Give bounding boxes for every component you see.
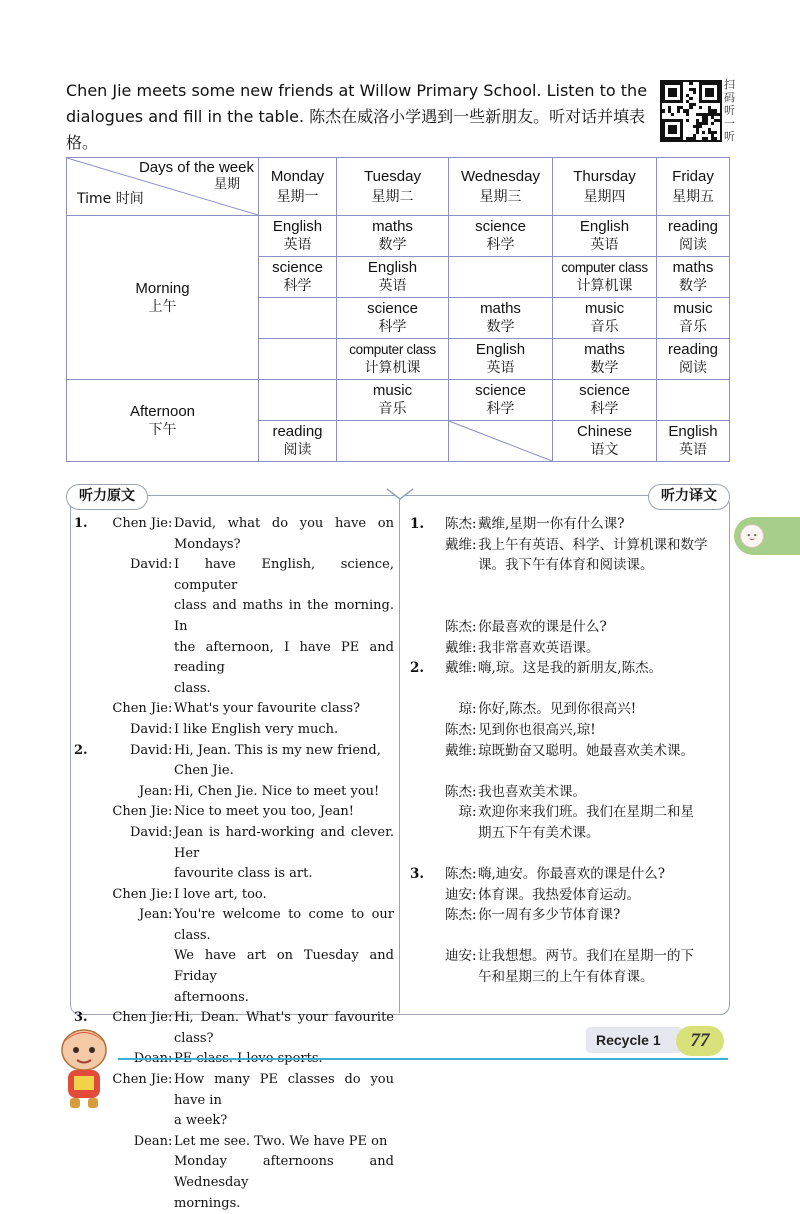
dialogue-text: Chen Jie.: [174, 763, 234, 779]
dialogue-line: [74, 741, 394, 762]
dialogue-text: What's your favourite class?: [174, 701, 361, 717]
speaker-name: Chen Jie: [112, 886, 168, 902]
page-number: 77: [676, 1026, 724, 1056]
dialogue-line: [410, 535, 728, 556]
timetable: [66, 157, 730, 462]
qr-module: [705, 122, 708, 125]
dialogue-line: [74, 1132, 394, 1153]
qr-module: [711, 122, 714, 125]
dialogue-number: [410, 699, 424, 720]
dialogue-number: [74, 761, 88, 782]
speaker-name: [88, 638, 168, 679]
dialogue-text: 我也喜欢美术课。: [478, 783, 586, 800]
dialogue-line: [74, 596, 394, 637]
dialogue-line: [74, 1111, 394, 1132]
dialogue-number: [410, 617, 424, 638]
dialogue-number: [74, 864, 88, 885]
speaker-colon: :: [472, 948, 477, 965]
dialogue-spacer: [410, 761, 728, 782]
dialogue-text: You're welcome to come to our class.: [174, 907, 394, 943]
speaker-name: 陈杰: [445, 618, 472, 635]
dialogue-number: [74, 679, 88, 700]
dialogue-text: We have art on Tuesday and Friday: [174, 948, 394, 985]
dialogue-text: the afternoon, I have PE and reading: [174, 639, 394, 676]
table-cell: science 科学: [259, 257, 337, 298]
dialogue-text: 见到你也很高兴,琼!: [478, 721, 596, 738]
dialogue-text: class.: [174, 680, 211, 696]
speaker-name: [88, 761, 168, 782]
speaker-name: 戴维: [445, 742, 472, 759]
qr-module: [714, 137, 717, 140]
dialogue-number: [74, 1152, 88, 1193]
dialogue-text: Hi, Jean. This is my new friend,: [174, 742, 381, 758]
speaker-name: Chen Jie: [112, 516, 168, 531]
qr-module: [717, 119, 720, 122]
instructions-text: Chen Jie meets some new friends at Willow Primary School. Listen to the dialogues and fill in the table. 陈杰在威洛小学遇到一些新朋友。听对话并填表格。: [66, 81, 648, 152]
speaker-name: David: [130, 824, 168, 840]
speaker-colon: :: [168, 783, 173, 799]
table-cell: music 音乐: [657, 298, 730, 339]
speaker-name: [88, 679, 168, 700]
dialogue-number: [410, 741, 424, 762]
qr-module: [677, 109, 680, 112]
table-cell-empty: [259, 298, 337, 339]
dialogue-number: [410, 885, 424, 906]
qr-code[interactable]: [660, 80, 722, 142]
dialogue-number: [410, 535, 424, 556]
day-header: Wednesday 星期三: [449, 158, 553, 216]
speaker-name: 琼: [458, 804, 472, 821]
dialogue-line: [74, 555, 394, 596]
speaker-colon: :: [168, 1010, 173, 1026]
dialogue-number: [74, 988, 88, 1009]
dialogue-text: I like English very much.: [174, 721, 339, 737]
speaker-colon: :: [168, 701, 173, 717]
morning-label: Morning 上午: [67, 216, 259, 380]
dialogue-number: [74, 699, 88, 720]
dialogue-line: [74, 823, 394, 864]
dialogue-line: [410, 905, 728, 926]
dialogue-text: 你最喜欢的课是什么?: [478, 618, 607, 635]
chinese-translation: [410, 514, 728, 988]
dialogue-line: [74, 699, 394, 720]
speaker-colon: :: [168, 721, 173, 737]
dialogue-number: [74, 946, 88, 987]
qr-module: [668, 125, 677, 134]
dialogue-text: 琼既勤奋又聪明。她最喜欢美术课。: [478, 742, 694, 759]
table-cell: maths 数学: [553, 339, 657, 380]
qr-module: [705, 88, 714, 97]
speaker-name: 陈杰: [445, 516, 472, 532]
dialogue-line: [74, 514, 394, 555]
dialogue-line: [410, 617, 728, 638]
speaker-name: Chen Jie: [112, 701, 168, 717]
dialogue-number: [74, 802, 88, 823]
speaker-colon: :: [168, 907, 173, 923]
corner-header: [67, 158, 259, 216]
divider-notch: [387, 487, 413, 501]
table-cell: science 科学: [337, 298, 449, 339]
speaker-name: [88, 1194, 168, 1214]
table-cell: reading 阅读: [657, 339, 730, 380]
translation-tab: 听力译文: [648, 484, 730, 510]
dialogue-text: 你好,陈杰。见到你很高兴!: [478, 701, 637, 718]
speaker-colon: :: [472, 721, 477, 738]
speaker-colon: :: [168, 824, 173, 840]
dialogue-text: 让我想想。两节。我们在星期一的下: [478, 948, 694, 965]
days-of-week-label: Days of the week: [138, 159, 254, 176]
speaker-name: 琼: [458, 701, 472, 718]
dialogue-number: [74, 905, 88, 946]
dialogue-number: [410, 946, 424, 967]
speaker-colon: :: [472, 742, 477, 759]
speaker-name: Chen Jie: [112, 1072, 168, 1088]
speaker-name: Jean: [138, 783, 168, 799]
table-cell: reading 阅读: [259, 421, 337, 462]
qr-module: [689, 82, 692, 85]
dialogue-number: [74, 1111, 88, 1132]
dialogue-spacer: [410, 926, 728, 947]
dialogue-text: favourite class is art.: [174, 866, 313, 882]
dialogue-line: [74, 761, 394, 782]
dialogue-number: [410, 782, 424, 803]
speaker-name: Chen Jie: [112, 1010, 168, 1026]
dialogue-text: 课。我下午有体育和阅读课。: [478, 557, 654, 574]
table-cell: music 音乐: [337, 380, 449, 421]
dialogue-number: [74, 823, 88, 864]
dialogue-line: [74, 905, 394, 946]
speaker-colon: :: [168, 1072, 173, 1088]
speaker-name: [88, 864, 168, 885]
table-cell: computer class 计算机课: [553, 257, 657, 298]
table-cell: Chinese 语文: [553, 421, 657, 462]
qr-module: [686, 119, 689, 122]
table-cell: science 科学: [553, 380, 657, 421]
footer-rule: [118, 1058, 728, 1060]
qr-module: [699, 82, 702, 103]
table-cell-empty: [259, 339, 337, 380]
cell-diagonal: [449, 421, 552, 461]
dialogue-number: [74, 596, 88, 637]
dialogue-line: [410, 741, 728, 762]
dialogue-line: [410, 946, 728, 967]
dialogue-spacer: [410, 679, 728, 700]
dialogue-line: [74, 946, 394, 987]
dialogue-line: [410, 885, 728, 906]
speaker-colon: :: [472, 907, 477, 924]
speaker-name: [88, 1111, 168, 1132]
dialogue-number: [410, 555, 424, 576]
qr-module: [705, 137, 708, 140]
dialogue-text: PE class. I love sports.: [174, 1051, 323, 1067]
table-cell: maths 数学: [449, 298, 553, 339]
speaker-name: David: [130, 557, 168, 573]
speaker-name: [424, 823, 472, 844]
speaker-name: [424, 967, 472, 988]
dialogue-text: David, what do you have on Mondays?: [174, 516, 394, 552]
speaker-name: [88, 1152, 168, 1193]
dialogue-text: Monday afternoons and Wednesday: [174, 1154, 394, 1190]
qr-module: [689, 97, 692, 100]
dialogue-number: 1.: [74, 516, 88, 531]
speaker-colon: :: [168, 557, 173, 573]
qr-module: [702, 131, 705, 134]
day-header: Monday 星期一: [259, 158, 337, 216]
qr-module: [699, 125, 702, 128]
dialogue-text: Let me see. Two. We have PE on: [174, 1133, 388, 1149]
dialogue-number: [410, 905, 424, 926]
qr-module: [662, 109, 665, 112]
speaker-colon: :: [472, 886, 477, 903]
dialogue-text: 你一周有多少节体育课?: [478, 907, 621, 924]
speaker-colon: :: [168, 1133, 173, 1149]
speaker-name: 戴维: [445, 536, 472, 553]
qr-module: [714, 131, 717, 134]
table-cell: music 音乐: [553, 298, 657, 339]
dialogue-line: [410, 967, 728, 988]
speaker-colon: :: [472, 660, 477, 677]
dialogue-text: a week?: [174, 1113, 228, 1129]
dialogue-text: 欢迎你来我们班。我们在星期二和星: [478, 804, 694, 821]
afternoon-label: Afternoon 下午: [67, 380, 259, 462]
qr-module: [717, 82, 720, 103]
original-text-tab: 听力原文: [66, 484, 148, 510]
table-cell: English 英语: [259, 216, 337, 257]
speaker-name: 戴维: [445, 639, 472, 656]
table-cell: English 英语: [553, 216, 657, 257]
dialogue-line: [410, 658, 728, 679]
table-cell: English 英语: [657, 421, 730, 462]
speaker-name: David: [130, 721, 168, 737]
speaker-colon: :: [168, 516, 173, 531]
dialogue-number: 2.: [74, 742, 88, 758]
speaker-name: Chen Jie: [112, 804, 168, 820]
dialogue-number: [74, 1194, 88, 1214]
speaker-name: 陈杰: [445, 866, 472, 883]
dialogue-number: 2.: [410, 660, 425, 677]
day-header: Thursday 星期四: [553, 158, 657, 216]
qr-module: [689, 106, 692, 109]
speaker-colon: :: [168, 886, 173, 902]
dialogue-line: [74, 885, 394, 906]
dialogue-text: class and maths in the morning. In: [174, 598, 394, 634]
time-label: Time 时间: [77, 191, 144, 207]
qr-module: [686, 113, 689, 116]
table-cell: science 科学: [449, 216, 553, 257]
dialogue-text: How many PE classes do you have in: [174, 1072, 394, 1108]
speaker-name: 陈杰: [445, 783, 472, 800]
dialogue-line: [74, 1194, 394, 1214]
speaker-name: [424, 555, 472, 576]
side-tab: [734, 517, 800, 555]
dialogue-number: [74, 1132, 88, 1153]
qr-module: [671, 113, 674, 116]
dialogue-line: [410, 802, 728, 823]
dialogue-spacer: [410, 596, 728, 617]
dialogue-number: [74, 885, 88, 906]
dialogue-line: [410, 638, 728, 659]
qr-module: [680, 82, 683, 103]
dialogue-line: [74, 782, 394, 803]
dialogue-line: [410, 514, 728, 535]
qr-module: [696, 131, 699, 134]
dialogue-number: 1.: [410, 516, 425, 532]
dialogue-text: 期五下午有美术课。: [478, 824, 600, 841]
dialogue-number: 3.: [74, 1010, 88, 1026]
dialogue-text: 戴维,星期一你有什么课?: [478, 516, 625, 532]
dialogue-number: [74, 638, 88, 679]
speaker-name: [88, 988, 168, 1009]
speaker-colon: :: [472, 701, 477, 718]
table-cell: English 英语: [337, 257, 449, 298]
qr-module: [693, 103, 696, 106]
dialogue-line: [74, 720, 394, 741]
dialogue-line: [74, 802, 394, 823]
table-cell: maths 数学: [337, 216, 449, 257]
dialogue-text: mornings.: [174, 1195, 241, 1211]
qr-module: [693, 91, 696, 94]
speaker-colon: :: [472, 639, 477, 656]
dialogue-text: I have English, science, computer: [174, 557, 394, 593]
qr-module: [680, 119, 683, 140]
speaker-name: [88, 596, 168, 637]
speaker-name: 陈杰: [445, 907, 472, 924]
day-header: Tuesday 星期二: [337, 158, 449, 216]
speaker-name: David: [130, 742, 168, 758]
speaker-colon: :: [472, 618, 477, 635]
dialogue-text: Nice to meet you too, Jean!: [174, 804, 354, 820]
speaker-colon: :: [472, 866, 477, 883]
dialogue-line: [410, 555, 728, 576]
dialogue-line: [410, 864, 728, 885]
dialogue-text: 嗨,迪安。你最喜欢的课是什么?: [478, 866, 666, 883]
dialogue-line: [410, 823, 728, 844]
unit-label: Recycle 1: [586, 1027, 682, 1053]
dialogue-text: Jean is hard-working and clever. Her: [174, 824, 394, 861]
dialogue-line: [410, 720, 728, 741]
dialogue-line: [410, 782, 728, 803]
dialogue-number: [410, 967, 424, 988]
speaker-colon: :: [168, 742, 173, 758]
qr-module: [693, 137, 696, 140]
days-of-week-label-zh: 星期: [213, 177, 240, 192]
speaker-name: [88, 946, 168, 987]
bunny-icon: [740, 524, 764, 548]
qr-module: [699, 106, 702, 109]
table-cell-empty: [449, 257, 553, 298]
qr-module: [668, 88, 677, 97]
table-cell-empty: [337, 421, 449, 462]
dialogue-text: 嗨,琼。这是我的新朋友,陈杰。: [478, 660, 663, 677]
dialogue-line: [74, 679, 394, 700]
table-cell-empty: [657, 380, 730, 421]
table-cell: English 英语: [449, 339, 553, 380]
speaker-name: 戴维: [445, 660, 472, 677]
speaker-colon: :: [472, 783, 477, 800]
dialogue-text: 午和星期三的上午有体育课。: [478, 969, 654, 986]
speaker-colon: :: [472, 536, 477, 553]
speaker-colon: :: [168, 1051, 173, 1067]
mascot-icon: [44, 1020, 124, 1112]
speaker-colon: :: [472, 516, 477, 532]
dialogue-spacer: [410, 576, 728, 597]
table-cell: science 科学: [449, 380, 553, 421]
dialogue-text: afternoons.: [174, 989, 249, 1005]
dialogue-number: 3.: [410, 866, 425, 883]
table-cell-empty: [259, 380, 337, 421]
qr-module: [662, 119, 665, 140]
dialogue-number: [410, 802, 424, 823]
speaker-name: Dean: [133, 1051, 168, 1067]
qr-caption: 扫码听一听: [724, 78, 735, 143]
speaker-name: 迪安: [445, 886, 472, 903]
dialogue-number: [74, 720, 88, 741]
table-cell-crossed: [449, 421, 553, 462]
table-cell: computer class 计算机课: [337, 339, 449, 380]
dialogue-text: 我上午有英语、科学、计算机课和数学: [478, 536, 708, 553]
speaker-colon: :: [168, 804, 173, 820]
dialogue-line: [74, 638, 394, 679]
dialogue-text: Hi, Dean. What's your favourite class?: [174, 1010, 394, 1046]
dialogue-text: 我非常喜欢英语课。: [478, 639, 600, 656]
dialogue-number: [74, 555, 88, 596]
dialogue-number: [410, 720, 424, 741]
dialogue-text: 体育课。我热爱体育运动。: [478, 886, 640, 903]
dialogue-spacer: [410, 844, 728, 865]
speaker-name: Dean: [133, 1133, 168, 1149]
dialogue-text: I love art, too.: [174, 886, 267, 902]
speaker-colon: :: [472, 804, 477, 821]
qr-module: [717, 113, 720, 116]
table-cell: reading 阅读: [657, 216, 730, 257]
speaker-name: 迪安: [445, 948, 472, 965]
speaker-name: 陈杰: [445, 721, 472, 738]
dialogue-line: [74, 1152, 394, 1193]
dialogue-line: [410, 699, 728, 720]
day-header: Friday 星期五: [657, 158, 730, 216]
dialogue-number: [410, 823, 424, 844]
speaker-name: Jean: [138, 907, 168, 923]
qr-module: [662, 82, 665, 103]
panel-divider: [399, 497, 400, 1013]
table-cell: maths 数学: [657, 257, 730, 298]
dialogue-line: [74, 864, 394, 885]
dialogue-text: Hi, Chen Jie. Nice to meet you!: [174, 783, 380, 799]
dialogue-line: [74, 988, 394, 1009]
dialogue-number: [74, 782, 88, 803]
dialogue-number: [410, 638, 424, 659]
